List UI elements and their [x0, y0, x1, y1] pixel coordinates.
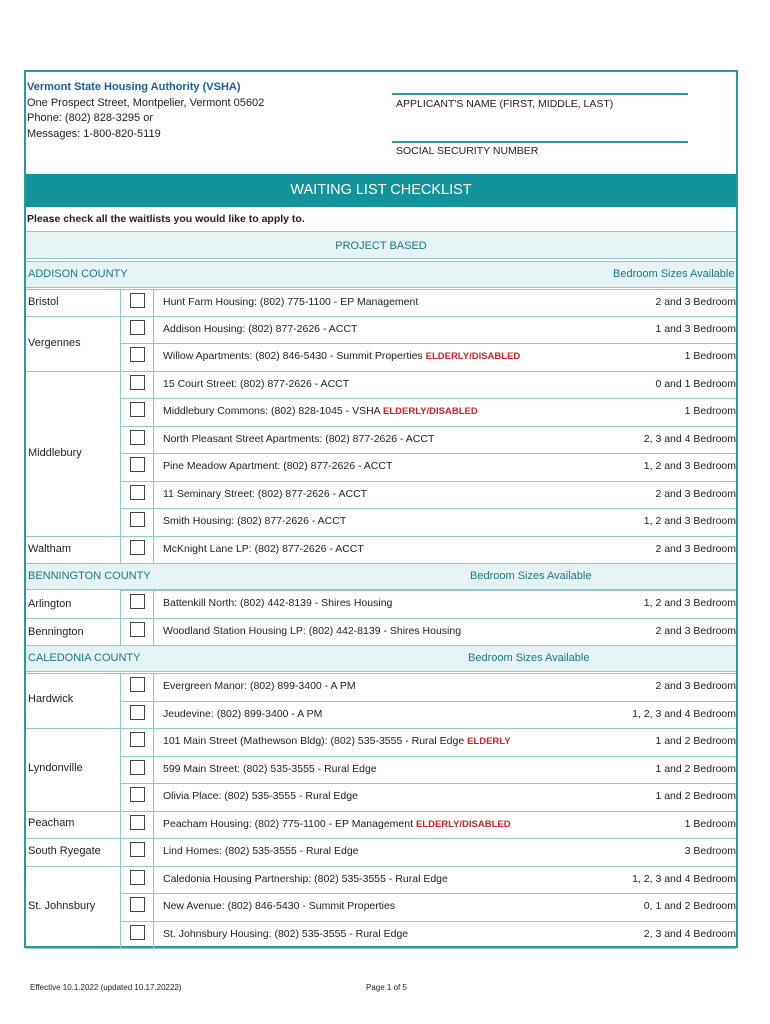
- bedroom-sizes: 1, 2 and 3 Bedroom: [643, 597, 736, 609]
- project-name: [163, 625, 461, 637]
- bedroom-sizes: 1 and 2 Bedroom: [655, 790, 736, 802]
- project-name: [163, 433, 434, 445]
- footer-page-number: Page 1 of 5: [366, 983, 407, 992]
- town-label: Waltham: [28, 543, 71, 555]
- group-divider: [26, 289, 736, 290]
- project-text: North Pleasant Street Apartments: (802) 877-2626 - ACCT: [163, 433, 435, 445]
- project-name: [163, 845, 359, 857]
- project-name: [163, 405, 478, 417]
- project-name: [163, 873, 448, 885]
- county-header: [26, 563, 736, 590]
- project-text: Willow Apartments: (802) 846-5430 - Summit Properties: [163, 350, 426, 362]
- org-phone: Phone: (802) 828-3295 or: [27, 112, 153, 124]
- project-text: 101 Main Street (Mathewson Bldg): (802) 535-3555 - Rural Edge: [163, 735, 468, 747]
- waitlist-checkbox[interactable]: [130, 320, 145, 335]
- bedroom-sizes: 0, 1 and 2 Bedroom: [643, 900, 736, 912]
- project-name: [163, 515, 346, 527]
- group-divider: [26, 728, 736, 729]
- county-name: BENNINGTON COUNTY: [28, 570, 151, 582]
- bedroom-sizes: 1 and 2 Bedroom: [655, 763, 736, 775]
- project-text: Middlebury Commons: (802) 828-1045 - VSHA: [163, 405, 384, 417]
- waitlist-checkbox[interactable]: [130, 787, 145, 802]
- waitlist-checkbox[interactable]: [130, 540, 145, 555]
- waitlist-checkbox[interactable]: [130, 622, 145, 637]
- bedroom-sizes: 0 and 1 Bedroom: [655, 378, 736, 390]
- waitlist-checkbox[interactable]: [130, 485, 145, 500]
- bedroom-sizes: 1, 2 and 3 Bedroom: [643, 515, 736, 527]
- eligibility-tag: ELDERLY/DISABLED: [383, 406, 478, 417]
- org-name: Vermont State Housing Authority (VSHA): [27, 81, 241, 93]
- group-divider: [26, 316, 736, 317]
- project-name: [163, 350, 520, 362]
- bedroom-sizes: 1 Bedroom: [684, 818, 736, 830]
- project-text: Woodland Station Housing LP: (802) 442-8139 - Shires Housing: [163, 625, 462, 637]
- town-label: Peacham: [28, 817, 75, 829]
- project-name: [163, 928, 408, 940]
- row-divider: [120, 921, 736, 922]
- project-text: 11 Seminary Street: (802) 877-2626 - ACCT: [163, 488, 368, 500]
- group-divider: [26, 866, 736, 867]
- page-title: WAITING LIST CHECKLIST: [26, 174, 736, 207]
- project-text: Addison Housing: (802) 877-2626 - ACCT: [163, 323, 358, 335]
- group-divider: [26, 563, 736, 564]
- project-text: Peacham Housing: (802) 775-1100 - EP Management: [163, 818, 416, 830]
- bedroom-sizes: 1, 2 and 3 Bedroom: [643, 460, 736, 472]
- row-divider: [120, 426, 736, 427]
- group-divider: [26, 371, 736, 372]
- county-header: [26, 645, 736, 672]
- ssn-field[interactable]: [392, 141, 688, 143]
- bedroom-sizes: 1, 2, 3 and 4 Bedroom: [632, 873, 736, 885]
- group-divider: [26, 645, 736, 646]
- project-name: [163, 488, 367, 500]
- town-label: Bennington: [28, 626, 84, 638]
- row-divider: [120, 343, 736, 344]
- project-name: [163, 735, 511, 747]
- project-text: 15 Court Street: (802) 877-2626 - ACCT: [163, 378, 350, 390]
- project-text: 599 Main Street: (802) 535-3555 - Rural Edge: [163, 763, 377, 775]
- bedroom-sizes: 1 and 2 Bedroom: [655, 735, 736, 747]
- project-name: [163, 597, 392, 609]
- waitlist-checkbox[interactable]: [130, 842, 145, 857]
- project-text: Battenkill North: (802) 442-8139 - Shires Housing: [163, 597, 393, 609]
- waitlist-checkbox[interactable]: [130, 925, 145, 940]
- column-divider: [120, 289, 121, 563]
- waitlist-checkbox[interactable]: [130, 457, 145, 472]
- project-name: [163, 680, 356, 692]
- group-divider: [26, 618, 736, 619]
- county-header: [26, 261, 736, 288]
- waitlist-checkbox[interactable]: [130, 347, 145, 362]
- project-name: [163, 818, 511, 830]
- bedroom-sizes-header: Bedroom Sizes Available: [613, 268, 735, 280]
- waitlist-checkbox[interactable]: [130, 402, 145, 417]
- footer-effective: Effective 10.1.2022 (updated 10.17.20222): [30, 983, 182, 992]
- project-name: [163, 378, 349, 390]
- project-text: Caledonia Housing Partnership: (802) 535-3555 - Rural Edge: [163, 873, 448, 885]
- applicant-name-field[interactable]: [392, 93, 688, 95]
- org-block: [27, 80, 264, 142]
- eligibility-tag: ELDERLY: [467, 736, 511, 747]
- waitlist-checkbox[interactable]: [130, 430, 145, 445]
- ssn-label: SOCIAL SECURITY NUMBER: [396, 145, 539, 157]
- town-label: Lyndonville: [28, 762, 83, 774]
- project-name: [163, 763, 377, 775]
- project-name: [163, 708, 322, 720]
- project-name: [163, 790, 358, 802]
- section-title: PROJECT BASED: [26, 231, 736, 259]
- project-text: New Avenue: (802) 846-5430 - Summit Properties: [163, 900, 396, 912]
- row-divider: [120, 893, 736, 894]
- column-divider: [153, 590, 154, 645]
- eligibility-tag: ELDERLY/DISABLED: [415, 819, 511, 830]
- waitlist-checkbox[interactable]: [130, 705, 145, 720]
- waitlist-checkbox[interactable]: [130, 375, 145, 390]
- bedroom-sizes: 2 and 3 Bedroom: [655, 296, 736, 308]
- row-divider: [120, 453, 736, 454]
- bedroom-sizes: 1 and 3 Bedroom: [655, 323, 736, 335]
- project-text: Evergreen Manor: (802) 899-3400 - A PM: [163, 680, 356, 692]
- group-divider: [26, 673, 736, 674]
- waitlist-checkbox[interactable]: [130, 512, 145, 527]
- project-text: Lind Homes: (802) 535-3555 - Rural Edge: [163, 845, 359, 857]
- bedroom-sizes: 2 and 3 Bedroom: [655, 543, 736, 555]
- group-divider: [26, 536, 736, 537]
- waitlist-checkbox[interactable]: [130, 732, 145, 747]
- project-name: [163, 296, 418, 308]
- town-label: Hardwick: [28, 693, 74, 705]
- bedroom-sizes: 2 and 3 Bedroom: [655, 488, 736, 500]
- town-label: St. Johnsbury: [28, 900, 96, 912]
- row-divider: [120, 508, 736, 509]
- row-divider: [120, 590, 736, 591]
- project-text: Olivia Place: (802) 535-3555 - Rural Edge: [163, 790, 358, 802]
- waitlist-checkbox[interactable]: [130, 760, 145, 775]
- waitlist-checkbox[interactable]: [130, 815, 145, 830]
- group-divider: [26, 838, 736, 839]
- town-label: Bristol: [28, 296, 59, 308]
- org-messages: Messages: 1-800-820-5119: [27, 127, 161, 140]
- waitlist-checkbox[interactable]: [130, 293, 145, 308]
- bedroom-sizes: 1, 2, 3 and 4 Bedroom: [632, 708, 736, 720]
- project-text: Hunt Farm Housing: (802) 775-1100 - EP Management: [163, 296, 419, 308]
- row-divider: [120, 756, 736, 757]
- row-divider: [120, 701, 736, 702]
- county-name: CALEDONIA COUNTY: [28, 652, 141, 664]
- project-name: [163, 900, 395, 912]
- bedroom-sizes: 2 and 3 Bedroom: [655, 680, 736, 692]
- bedroom-sizes-header: Bedroom Sizes Available: [468, 652, 590, 664]
- town-label: South Ryegate: [28, 845, 101, 857]
- group-divider: [26, 948, 736, 949]
- county-name: ADDISON COUNTY: [28, 268, 128, 280]
- row-divider: [120, 398, 736, 399]
- column-divider: [153, 289, 154, 563]
- row-divider: [120, 783, 736, 784]
- waitlist-checkbox[interactable]: [130, 594, 145, 609]
- applicant-name-label: APPLICANT'S NAME (FIRST, MIDDLE, LAST): [396, 98, 614, 110]
- project-name: [163, 460, 392, 472]
- project-text: Jeudevine: (802) 899-3400 - A PM: [163, 708, 323, 720]
- town-label: Arlington: [28, 598, 72, 610]
- town-label: Vergennes: [28, 337, 81, 349]
- waitlist-checkbox[interactable]: [130, 870, 145, 885]
- project-name: [163, 323, 357, 335]
- bedroom-sizes: 2, 3 and 4 Bedroom: [643, 433, 736, 445]
- org-address: One Prospect Street, Montpelier, Vermont 05602: [27, 96, 265, 109]
- bedroom-sizes: 1 Bedroom: [684, 405, 736, 417]
- project-text: St. Johnsbury Housing: (802) 535-3555 - Rural Edge: [163, 928, 409, 940]
- bedroom-sizes: 2, 3 and 4 Bedroom: [643, 928, 736, 940]
- eligibility-tag: ELDERLY/DISABLED: [425, 351, 521, 362]
- column-divider: [120, 590, 121, 645]
- project-text: Pine Meadow Apartment: (802) 877-2626 - ACCT: [163, 460, 393, 472]
- bedroom-sizes-header: Bedroom Sizes Available: [470, 570, 592, 582]
- instructions: Please check all the waitlists you would like to apply to.: [27, 213, 305, 225]
- town-label: Middlebury: [28, 447, 82, 459]
- project-text: McKnight Lane LP: (802) 877-2626 - ACCT: [163, 543, 364, 555]
- column-divider: [153, 673, 154, 948]
- row-divider: [120, 481, 736, 482]
- bedroom-sizes: 2 and 3 Bedroom: [655, 625, 736, 637]
- project-text: Smith Housing: (802) 877-2626 - ACCT: [163, 515, 347, 527]
- bedroom-sizes: 1 Bedroom: [684, 350, 736, 362]
- column-divider: [120, 673, 121, 948]
- bedroom-sizes: 3 Bedroom: [684, 845, 736, 857]
- waitlist-checkbox[interactable]: [130, 677, 145, 692]
- waitlist-checkbox[interactable]: [130, 897, 145, 912]
- project-name: [163, 543, 364, 555]
- group-divider: [26, 811, 736, 812]
